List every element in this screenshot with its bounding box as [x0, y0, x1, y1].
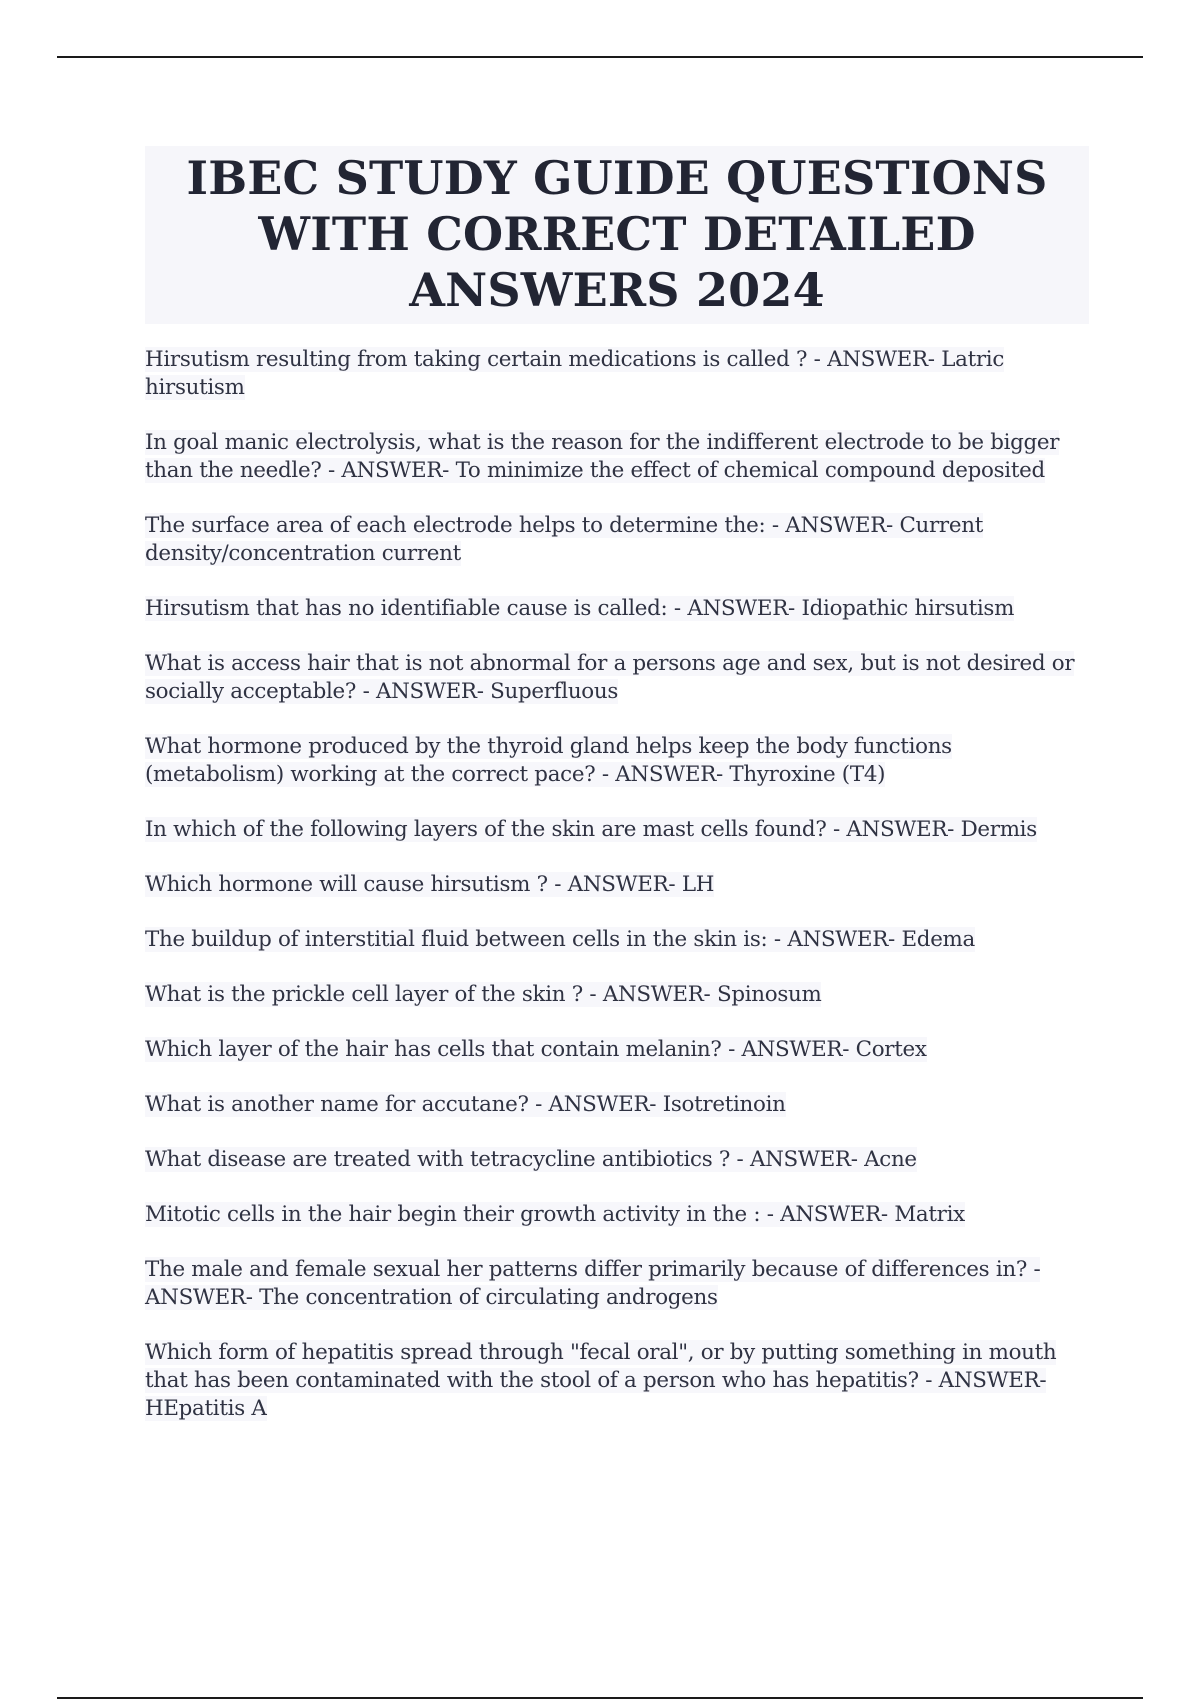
qa-item	[145, 429, 1089, 485]
qa-item	[145, 595, 1089, 623]
qa-text: Mitotic cells in the hair begin their growth activity in the : - ANSWER- Matrix	[145, 1202, 965, 1227]
qa-list	[145, 346, 1089, 1423]
document-title: IBEC STUDY GUIDE QUESTIONS WITH CORRECT DETAILED ANSWERS 2024	[186, 151, 1048, 317]
title-block	[145, 146, 1089, 324]
qa-text: The male and female sexual her patterns differ primarily because of differences in? - ANSWER- The concentration of circulating androgens	[145, 1257, 1041, 1310]
qa-item	[145, 1091, 1089, 1119]
qa-item	[145, 1339, 1089, 1423]
bottom-rule	[57, 1697, 1143, 1699]
qa-text: The surface area of each electrode helps to determine the: - ANSWER- Current density/concentration current	[145, 513, 983, 566]
qa-item	[145, 1256, 1089, 1312]
qa-text: In goal manic electrolysis, what is the reason for the indifferent electrode to be bigger than the needle? - ANSWER- To minimize the effect of chemical compound deposited	[145, 430, 1060, 483]
qa-item	[145, 650, 1089, 706]
qa-text: Hirsutism that has no identifiable cause is called: - ANSWER- Idiopathic hirsutism	[145, 596, 1015, 621]
qa-text: Which layer of the hair has cells that contain melanin? - ANSWER- Cortex	[145, 1037, 927, 1062]
qa-item	[145, 733, 1089, 789]
qa-text: Which form of hepatitis spread through "fecal oral", or by putting something in mouth that has been contaminated with the stool of a person who has hepatitis? - ANSWER- HEpatitis A	[145, 1340, 1057, 1421]
qa-text: What disease are treated with tetracycline antibiotics ? - ANSWER- Acne	[145, 1147, 917, 1172]
qa-text: The buildup of interstitial fluid between cells in the skin is: - ANSWER- Edema	[145, 927, 975, 952]
qa-text: What is another name for accutane? - ANSWER- Isotretinoin	[145, 1092, 786, 1117]
qa-text: In which of the following layers of the skin are mast cells found? - ANSWER- Dermis	[145, 817, 1037, 842]
qa-item	[145, 926, 1089, 954]
qa-item	[145, 346, 1089, 402]
qa-text: Which hormone will cause hirsutism ? - ANSWER- LH	[145, 872, 715, 897]
qa-item	[145, 512, 1089, 568]
qa-item	[145, 981, 1089, 1009]
qa-item	[145, 871, 1089, 899]
qa-text: Hirsutism resulting from taking certain medications is called ? - ANSWER- Latric hirsutism	[145, 347, 1005, 400]
top-rule	[57, 56, 1143, 58]
qa-text: What is access hair that is not abnormal for a persons age and sex, but is not desired or socially acceptable? - ANSWER- Superfluous	[145, 651, 1075, 704]
qa-text: What hormone produced by the thyroid gland helps keep the body functions (metabolism) working at the correct pace? - ANSWER- Thyroxine (T4)	[145, 734, 952, 787]
qa-text: What is the prickle cell layer of the skin ? - ANSWER- Spinosum	[145, 982, 822, 1007]
qa-item	[145, 816, 1089, 844]
qa-item	[145, 1146, 1089, 1174]
document-body	[145, 146, 1089, 1450]
qa-item	[145, 1036, 1089, 1064]
qa-item	[145, 1201, 1089, 1229]
